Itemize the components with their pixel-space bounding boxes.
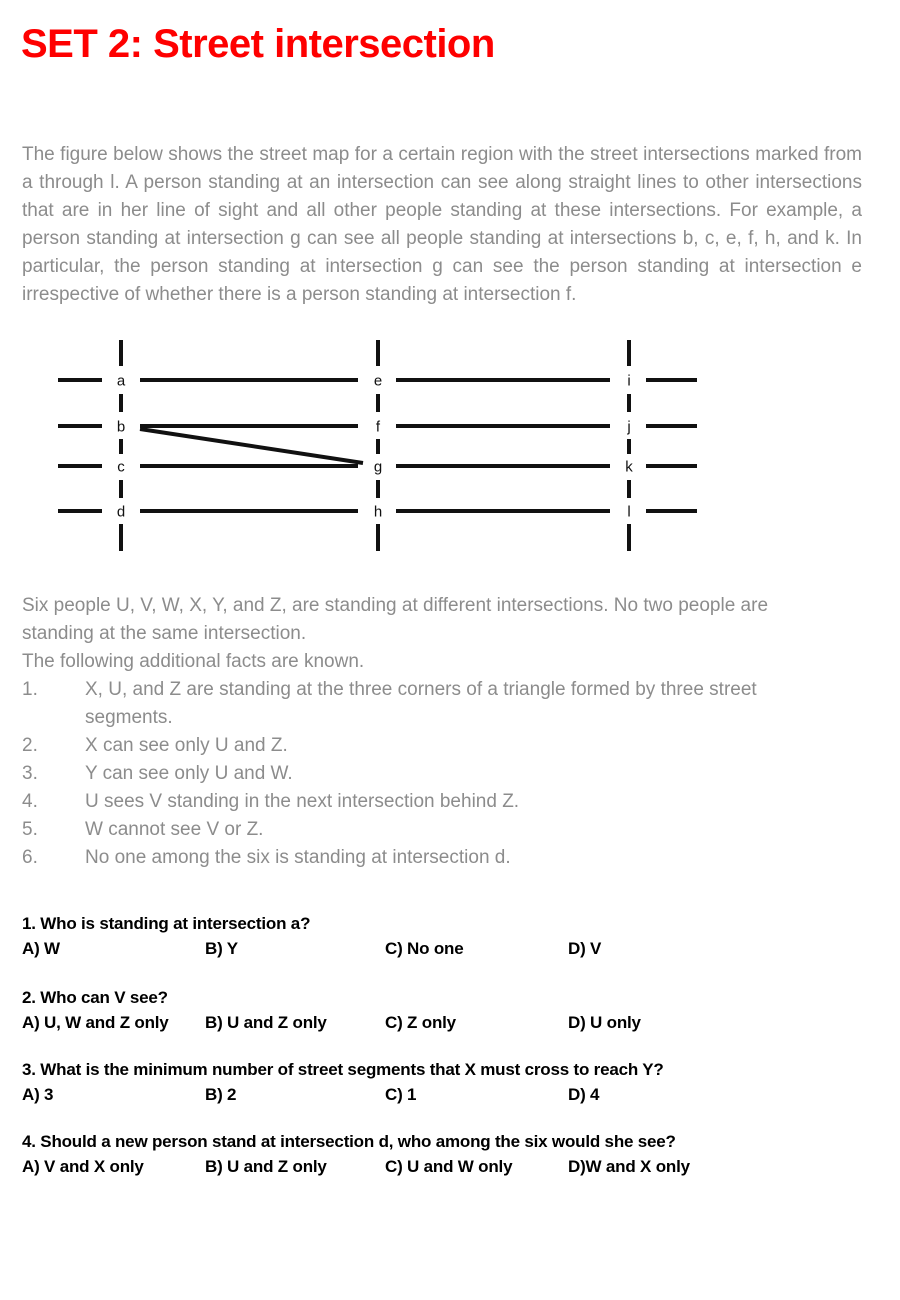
question-1-option-a: A) W: [22, 939, 60, 958]
question-1-option-c: C) No one: [385, 939, 464, 958]
intro-paragraph: The figure below shows the street map for a certain region with the street intersections marked from a through l. A person standing at an intersection can see along straight lines to other intersections that are in her line of sight and all other people standing at these intersections. For example, a person standing at intersection g can see all people standing at intersections b, c, e, f, h, and k. In particular, the person standing at intersection g can see the person standing at intersection e irrespective of whether there is a person standing at intersection f.: [22, 144, 862, 305]
page-title: SET 2: Street intersection: [21, 22, 495, 66]
facts-intro: The following additional facts are known.: [22, 651, 365, 672]
fact-text: X, U, and Z are standing at the three corners of a triangle formed by three street segments.: [85, 679, 757, 728]
street-map-figure: [0, 333, 900, 568]
fact-item-2: [22, 732, 862, 760]
street-map-svg: [0, 333, 900, 568]
question-3-text: 3. What is the minimum number of street segments that X must cross to reach Y?: [22, 1060, 664, 1079]
question-1-options: [22, 939, 882, 959]
intersection-label-f: f: [375, 418, 381, 436]
question-1: [22, 914, 882, 959]
question-3: [22, 1060, 882, 1105]
question-2-option-c: C) Z only: [385, 1013, 456, 1032]
fact-number: 3.: [22, 763, 38, 784]
intersection-label-h: h: [373, 503, 383, 521]
fact-number: 2.: [22, 735, 38, 756]
fact-text: W cannot see V or Z.: [85, 819, 264, 840]
question-4-option-d: D)W and X only: [568, 1157, 690, 1176]
question-2: [22, 988, 882, 1033]
question-1-option-b: B) Y: [205, 939, 238, 958]
fact-number: 5.: [22, 819, 38, 840]
fact-item-4: [22, 788, 862, 816]
fact-item-5: [22, 816, 862, 844]
intersection-label-c: c: [117, 458, 125, 476]
intersection-label-d: d: [116, 503, 126, 521]
diagonal-street-b-g: [140, 429, 363, 463]
question-4-option-b: B) U and Z only: [205, 1157, 327, 1176]
question-1-text: 1. Who is standing at intersection a?: [22, 914, 311, 933]
question-4-option-a: A) V and X only: [22, 1157, 144, 1176]
question-2-option-b: B) U and Z only: [205, 1013, 327, 1032]
question-4-text: 4. Should a new person stand at intersection d, who among the six would she see?: [22, 1132, 676, 1151]
fact-item-6: [22, 844, 862, 872]
fact-item-3: [22, 760, 862, 788]
question-3-option-a: A) 3: [22, 1085, 54, 1104]
question-3-option-d: D) 4: [568, 1085, 600, 1104]
question-4-options: [22, 1157, 882, 1177]
fact-number: 4.: [22, 791, 38, 812]
intersection-label-j: j: [627, 418, 631, 436]
question-2-option-d: D) U only: [568, 1013, 641, 1032]
fact-item-1: [22, 676, 862, 732]
question-3-option-b: B) 2: [205, 1085, 237, 1104]
question-2-text: 2. Who can V see?: [22, 988, 168, 1007]
fact-number: 6.: [22, 847, 38, 868]
question-2-option-a: A) U, W and Z only: [22, 1013, 169, 1032]
fact-number: 1.: [22, 679, 38, 700]
question-1-option-d: D) V: [568, 939, 602, 958]
fact-text: X can see only U and Z.: [85, 735, 288, 756]
intersection-label-b: b: [116, 418, 126, 436]
intersection-label-e: e: [373, 372, 383, 390]
intersection-label-l: l: [627, 503, 631, 521]
intersection-labels: [117, 373, 633, 521]
question-3-option-c: C) 1: [385, 1085, 417, 1104]
question-3-options: [22, 1085, 882, 1105]
intersection-label-k: k: [625, 458, 633, 476]
fact-text: U sees V standing in the next intersection behind Z.: [85, 791, 520, 812]
question-4-option-c: C) U and W only: [385, 1157, 513, 1176]
facts-list: [22, 676, 862, 872]
question-2-options: [22, 1013, 882, 1033]
people-paragraph: Six people U, V, W, X, Y, and Z, are standing at different intersections. No two people are standing at the same intersection.: [22, 595, 769, 644]
intersection-label-g: g: [373, 458, 383, 476]
intersection-label-i: i: [627, 372, 631, 390]
fact-text: Y can see only U and W.: [85, 763, 293, 784]
intersection-label-a: a: [116, 372, 126, 390]
fact-text: No one among the six is standing at intersection d.: [85, 847, 511, 868]
question-4: [22, 1132, 882, 1177]
